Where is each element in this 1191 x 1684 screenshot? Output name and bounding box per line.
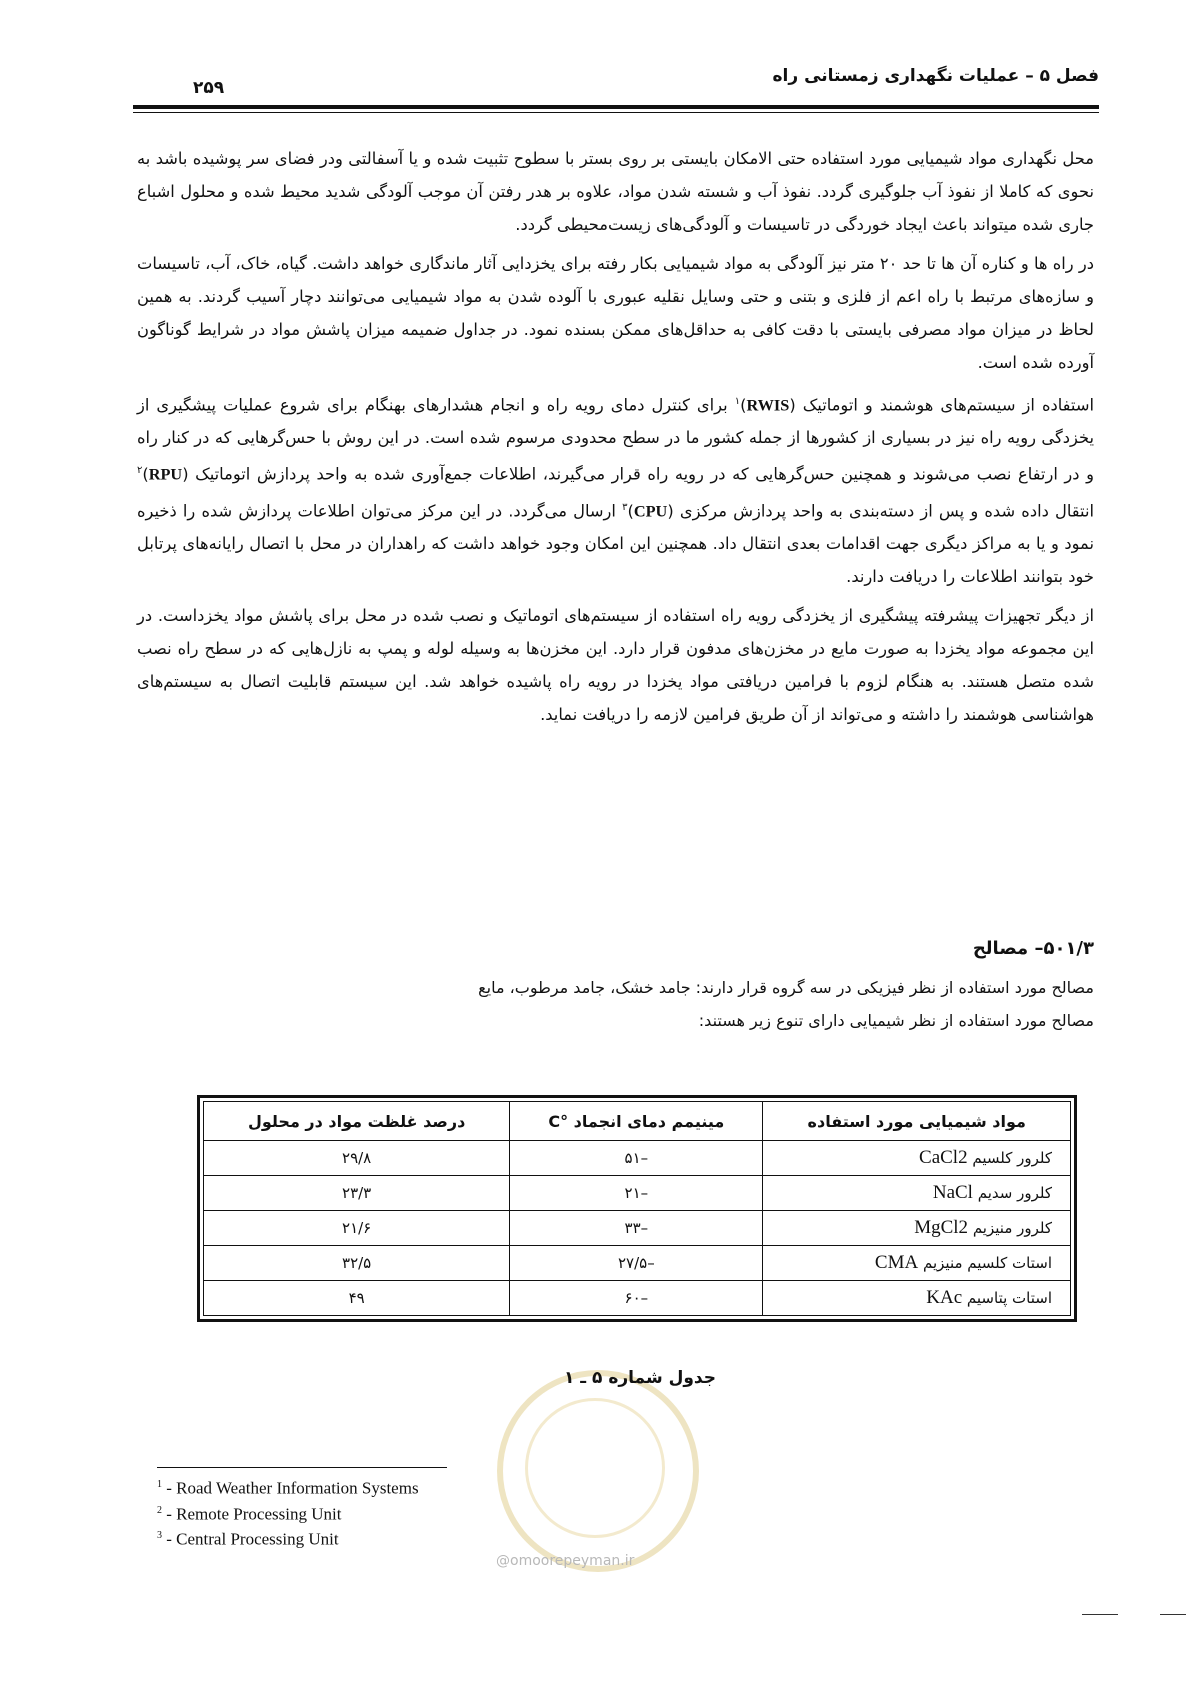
materials-section <box>137 932 1094 1037</box>
chemical-formula: NaCl <box>932 1182 973 1203</box>
min-temp-cell: –۲۷/۵ <box>510 1246 763 1281</box>
header-min-temp: مینیمم دمای انجماد °C <box>510 1102 763 1141</box>
chemical-cell <box>763 1141 1071 1176</box>
footnote-rule <box>157 1467 447 1468</box>
min-temp-cell: –۵۱ <box>510 1141 763 1176</box>
chemicals-table-frame <box>197 1095 1077 1322</box>
page-header <box>133 62 1099 102</box>
chemical-name: کلرور کلسیم <box>972 1149 1052 1167</box>
section-heading: ۵۰۱/۳– مصالح <box>972 938 1094 959</box>
rpu-abbr: RPU <box>148 464 183 484</box>
paragraph-rwis: استفاده از سیستم‌های هوشمند و اتوماتیک (RWIS)$^۱$ برای کنترل دمای رویه راه و انجام هشدارهای بهنگام برای شروع عملیات پیشگیری از یخزدگی رویه راه نیز در بسیاری از کشورها از جمله کشور ما در سطح محدودی مرسوم شده است. در این روش با حس‌گرهایی که در کنار راه و در ارتفاع نصب می‌شوند و همچنین حس‌گرهایی که در رویه راه قرار می‌گیرند، اطلاعات جمع‌آوری شده به واحد پردازش اتوماتیک (RPU)$^۲$ انتقال داده شده و پس از دسته‌بندی به واحد پردازش مرکزی (CPU)$^۳$ ارسال می‌گردد. در این مرکز می‌توان اطلاعات پردازش شده را ذخیره نمود و یا به مراکز دیگری جهت اقدامات بعدی انتقال داد. همچنین این امکان وجود خواهد داشت که راهداران در محل با اتصال رایانه‌های پرتابل خود بتوانند اطلاعات را دریافت دارند. <box>137 395 1094 587</box>
concentration-cell: ۲۳/۳ <box>204 1176 510 1211</box>
chemical-cell <box>763 1281 1071 1316</box>
footnotes <box>157 1474 419 1551</box>
chemical-formula: CaCl2 <box>919 1147 968 1168</box>
footnote-text: - Road Weather Information Systems <box>162 1478 419 1498</box>
body-text <box>137 142 1094 737</box>
concentration-cell: ۲۱/۶ <box>204 1211 510 1246</box>
table-row <box>204 1246 1071 1281</box>
paragraph-pollution: در راه ها و کناره آن ها تا حد ۲۰ متر نیز آلودگی به مواد شیمیایی بکار رفته برای یخزدایی آثار ماندگاری خواهد داشت. گیاه، خاک، آب، تاسیسات و سازه‌های مرتبط با راه اعم از فلزی و بتنی و حتی وسایل نقلیه عبوری با آلوده شدن به مواد شیمیایی می‌توانند دچار آسیب گردند. به همین لحاظ در میزان مواد مصرفی بایستی با دقت کافی به حداقل‌های ممکن بسنده نمود. در جداول ضمیمه میزان پاشش مواد در شرایط گوناگون آورده شده است. <box>137 254 1095 372</box>
chapter-title: فصل ۵ – عملیات نگهداری زمستانی راه <box>772 66 1099 86</box>
footnote-2 <box>157 1500 419 1526</box>
header-chemical: مواد شیمیایی مورد استفاده <box>763 1102 1071 1141</box>
footnote-number: 2 <box>157 1504 162 1516</box>
chemicals-table <box>203 1101 1071 1316</box>
min-temp-cell: –۶۰ <box>510 1281 763 1316</box>
margin-mark <box>1160 1614 1186 1615</box>
table-caption: جدول شماره ۵ ـ ۱ <box>564 1368 716 1388</box>
section-line-physical: مصالح مورد استفاده از نظر فیزیکی در سه گروه قرار دارند: جامد خشک، جامد مرطوب، مایع <box>478 978 1094 997</box>
watermark-seal-inner <box>525 1398 665 1538</box>
footnote-text: - Remote Processing Unit <box>162 1504 342 1524</box>
chemical-cell <box>763 1211 1071 1246</box>
chemical-formula: KAc <box>926 1287 963 1308</box>
chemical-name: کلرور منیزیم <box>972 1219 1052 1237</box>
min-temp-cell: –۳۳ <box>510 1211 763 1246</box>
header-rule-thin <box>133 112 1099 113</box>
footnote-ref-3: ۳ <box>622 501 628 513</box>
paragraph-rwis-part-c: انتقال داده شده و پس از دسته‌بندی به واحد پردازش مرکزی ( <box>667 501 1094 521</box>
paragraph-storage: محل نگهداری مواد شیمیایی مورد استفاده حتی الامکان بایستی بر روی بستر با سطوح تثبیت شده و یا آسفالتی ودر فضای سر پوشیده باشد به نحوی که کاملا از نفوذ آب جلوگیری گردد. نفوذ آب و شسته شدن مواد، علاوه بر هدر رفتن آن موجب آلودگی شدید محیط شده و محلول اشباع جاری شده میتواند باعث ایجاد خوردگی در تاسیسات و آلودگی‌های زیست‌محیطی گردد. <box>137 149 1094 234</box>
footnote-1 <box>157 1474 419 1500</box>
chemical-name: استات پتاسیم <box>966 1289 1052 1307</box>
concentration-cell: ۳۲/۵ <box>204 1246 510 1281</box>
paragraph-rwis-part-a: استفاده از سیستم‌های هوشمند و اتوماتیک ( <box>789 395 1094 415</box>
concentration-cell: ۲۹/۸ <box>204 1141 510 1176</box>
rwis-abbr: RWIS <box>746 395 790 415</box>
table-row <box>204 1176 1071 1211</box>
paragraph-rwis-part-d: ارسال می‌گردد. در این مرکز می‌توان اطلاعات پردازش شده را ذخیره نمود و یا به مراکز دیگری جهت اقدامات بعدی انتقال داد. همچنین این امکان وجود خواهد داشت که راهداران در محل با اتصال رایانه‌های پرتابل خود بتوانند اطلاعات را دریافت دارند. <box>137 501 1094 587</box>
chemical-formula: CMA <box>874 1252 919 1273</box>
page-number: ۲۵۹ <box>193 78 225 98</box>
footnote-3 <box>157 1525 419 1551</box>
concentration-cell: ۴۹ <box>204 1281 510 1316</box>
section-line-chemical: مصالح مورد استفاده از نظر شیمیایی دارای تنوع زیر هستند: <box>698 1011 1094 1030</box>
margin-mark <box>1082 1614 1118 1615</box>
footnote-text: - Central Processing Unit <box>162 1529 339 1549</box>
header-rule <box>133 105 1099 109</box>
table-row <box>204 1211 1071 1246</box>
chemical-name: استات کلسیم منیزیم <box>922 1254 1052 1272</box>
watermark-url: @omoorepeyman.ir <box>496 1553 635 1569</box>
chemical-formula: MgCl2 <box>914 1217 969 1238</box>
chemical-cell <box>763 1176 1071 1211</box>
table-row <box>204 1141 1071 1176</box>
min-temp-cell: –۲۱ <box>510 1176 763 1211</box>
footnote-number: 1 <box>157 1479 162 1490</box>
table-row <box>204 1281 1071 1316</box>
header-concentration: درصد غلظت مواد در محلول <box>204 1102 510 1141</box>
paragraph-automatic-spray: از دیگر تجهیزات پیشرفته پیشگیری از یخزدگی رویه راه استفاده از سیستم‌های اتوماتیک و نصب شده در محل برای پاشش مواد یخزداست. در این مجموعه مواد یخزدا به صورت مایع در مخزن‌های مدفون قرار دارد. این مخزن‌ها به وسیله لوله و پمپ به نازل‌هایی که در سطح راه نصب شده متصل هستند. به هنگام لزوم با فرامین دریافتی مواد یخزدا در رویه راه پاشیده خواهد شد. این سیستم قابلیت اتصال به سیستم‌های هواشناسی هوشمند را داشته و می‌تواند از آن طریق فرامین لازمه را دریافت نماید. <box>137 606 1094 725</box>
chemical-cell <box>763 1246 1071 1281</box>
footnote-number: 3 <box>157 1530 162 1542</box>
watermark-seal-icon <box>497 1370 699 1572</box>
chemical-name: کلرور سدیم <box>977 1184 1052 1202</box>
cpu-abbr: CPU <box>633 501 668 521</box>
table-header-row <box>204 1102 1071 1141</box>
footnote-ref-1: ۱ <box>734 396 741 407</box>
paragraph-rwis-part-b: برای کنترل دمای رویه راه و انجام هشدارهای بهنگام برای شروع عملیات پیشگیری از یخزدگی رویه راه نیز در بسیاری از کشورها از جمله کشور ما در سطح محدودی مرسوم شده است. در این روش با حس‌گرهایی که در کنار راه و در ارتفاع نصب می‌شوند و همچنین حس‌گرهایی که در رویه راه قرار می‌گیرند، اطلاعات جمع‌آوری شده به واحد پردازش اتوماتیک ( <box>137 395 1094 484</box>
footnote-ref-2: ۲ <box>137 465 143 477</box>
